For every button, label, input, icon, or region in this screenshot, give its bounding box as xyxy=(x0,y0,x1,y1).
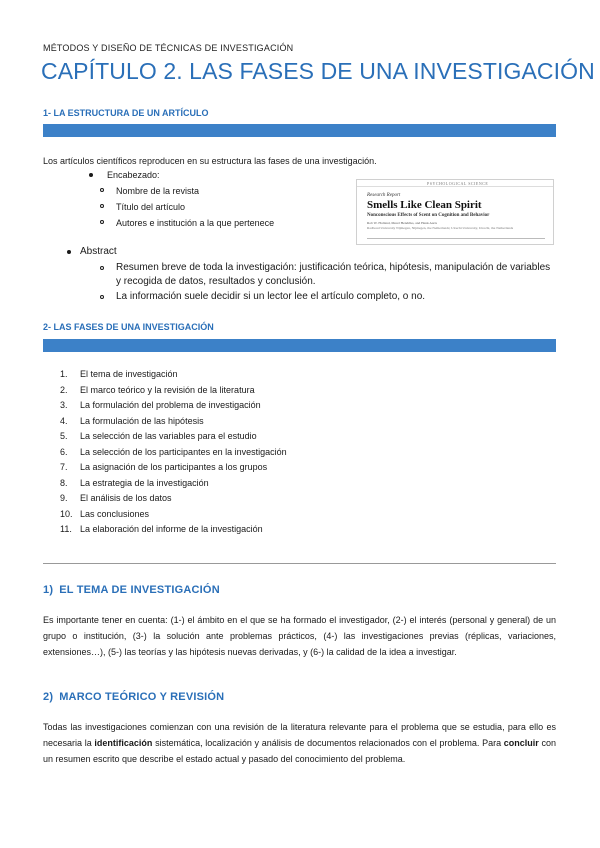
section-2-title: 2- LAS FASES DE UNA INVESTIGACIÓN xyxy=(43,322,214,332)
list-item: 7. La asignación de los participantes a los grupos xyxy=(60,462,268,472)
emphasis-concluir: concluir xyxy=(503,738,539,748)
sub-bullet xyxy=(100,266,104,270)
thumbnail-title: Smells Like Clean Spirit xyxy=(367,199,482,211)
part-1-title: EL TEMA DE INVESTIGACIÓN xyxy=(59,584,220,596)
list-item: 6. La selección de los participantes en la investigación xyxy=(60,446,287,457)
section-2-bar xyxy=(43,339,556,352)
sub-bullet xyxy=(100,188,104,192)
section-1-bar xyxy=(43,124,556,137)
thumbnail-rule xyxy=(357,186,553,187)
phases-list xyxy=(60,367,540,538)
thumbnail-subtitle: Nonconscious Effects of Scent on Cognition and Behavior xyxy=(367,213,490,218)
document-kicker: MÉTODOS Y DISEÑO DE TÉCNICAS DE INVESTIGACIÓN xyxy=(43,43,294,53)
encabezado-item: Título del artículo xyxy=(116,202,186,212)
section-1-intro: Los artículos científicos reproducen en su estructura las fases de una investigación. xyxy=(43,156,377,166)
list-item: 1. El tema de investigación xyxy=(60,369,178,379)
bullet-dot xyxy=(89,173,93,177)
part-2-number: 2) xyxy=(43,691,54,703)
part-1-body: Es importante tener en cuenta: (1-) el ámbito en el que se ha formado el investigador, (2-) el interés (personal y general) de un grupo o institución, (3-) la solución ante problemas prácticos, (4-) las investigaciones previas (réplicas, variaciones, extensiones…), (5-) las teorías y las hipótesis nuevas derivadas, y (6-) la calidad de la idea a investigar. xyxy=(43,615,556,657)
sub-bullet xyxy=(100,295,104,299)
list-item: 11. La elaboración del informe de la investigación xyxy=(60,524,263,534)
chapter-title: CAPÍTULO 2. LAS FASES DE UNA INVESTIGACIÓN xyxy=(41,58,595,84)
part-1-heading xyxy=(43,584,220,596)
part-2-title: MARCO TEÓRICO Y REVISIÓN xyxy=(59,691,225,703)
thumbnail-authors: Rob W. Holland, Merel Hendriks, and Henk Aarts xyxy=(367,221,437,225)
thumbnail-footer-rule xyxy=(367,238,545,242)
abstract-item: La información suele decidir si un lector lee el artículo completo, o no. xyxy=(116,291,426,302)
thumbnail-affiliation: Radboud University Nijmegen, Nijmegen, the Netherlands; Utrecht University, Utrecht, the Netherlands xyxy=(367,226,514,230)
article-thumbnail xyxy=(356,179,554,245)
sub-bullet xyxy=(100,220,104,224)
bullet-dot xyxy=(67,250,71,254)
part-1-number: 1) xyxy=(43,584,54,596)
list-item: 2. El marco teórico y la revisión de la literatura xyxy=(60,384,255,395)
sub-bullet xyxy=(100,204,104,208)
list-item: 9. El análisis de los datos xyxy=(60,493,172,503)
list-item: 10. Las conclusiones xyxy=(60,508,150,519)
thumbnail-journal: PSYCHOLOGICAL SCIENCE xyxy=(427,181,489,186)
list-item: 4. La formulación de las hipótesis xyxy=(60,415,204,426)
part-2-heading xyxy=(43,691,224,703)
divider xyxy=(43,563,556,564)
section-1-title: 1- LA ESTRUCTURA DE UN ARTÍCULO xyxy=(43,108,209,118)
abstract-item: Resumen breve de toda la investigación: justificación teórica, hipótesis, manipulación de variables y recogida de datos, resultados y conclusión. xyxy=(116,262,551,287)
abstract-label: Abstract xyxy=(80,246,117,257)
encabezado-label: Encabezado: xyxy=(107,170,160,180)
encabezado-item: Autores e institución a la que pertenece xyxy=(116,218,275,228)
part-2-body: Todas las investigaciones comienzan con una revisión de la literatura relevante para el problema que se estudia, para ello es necesaria la identificación sistemática, localización y análisis de documentos relacionados con el problema. Para concluir con un resumen escrito que describe el estado actual y pasado del conocimiento del problema. xyxy=(43,722,557,764)
list-item: 8. La estrategia de la investigación xyxy=(60,477,209,488)
encabezado-item: Nombre de la revista xyxy=(116,186,200,196)
thumbnail-report-type: Research Report xyxy=(367,193,401,198)
emphasis-identificacion: identificación xyxy=(94,738,153,748)
list-item: 3. La formulación del problema de investigación xyxy=(60,400,261,410)
list-item: 5. La selección de las variables para el estudio xyxy=(60,431,257,441)
